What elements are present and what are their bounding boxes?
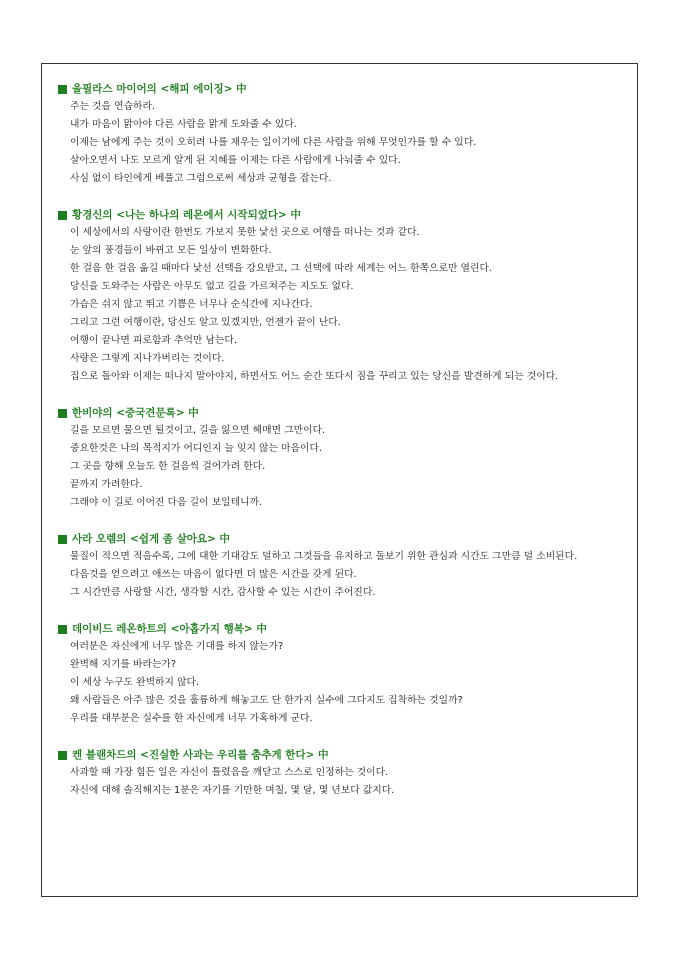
quote-line: 그 곳을 향해 오늘도 한 걸음씩 걸어가려 한다. <box>70 461 266 472</box>
quote-line: 여행이 끝나면 피로함과 추억만 남는다. <box>70 335 237 346</box>
section-heading <box>58 746 628 764</box>
square-bullet-icon <box>58 85 67 94</box>
quote-line: 집으로 돌아와 이제는 떠나지 말아야지, 하면서도 어느 순간 또다시 짐을 꾸리고 있는 당신을 발견하게 되는 것이다. <box>70 371 559 382</box>
quote-section <box>58 80 628 188</box>
quote-section <box>58 620 628 728</box>
square-bullet-icon <box>58 535 67 544</box>
quote-line: 다음것을 얻으려고 애쓰는 마음이 없다면 더 많은 시간을 갖게 된다. <box>70 569 357 580</box>
quote-line: 이제는 남에게 주는 것이 오히려 나를 채우는 일이기에 다른 사람을 위해 무엇인가를 할 수 있다. <box>70 137 477 148</box>
section-title-text: 황경신의 <나는 하나의 레몬에서 시작되었다> 中 <box>72 209 301 221</box>
quote-line: 자신에 대해 솔직해지는 1분은 자기를 기만한 며칠, 몇 달, 몇 년보다 값지다. <box>70 785 395 796</box>
section-title-text: 데이비드 레온하트의 <아홉가지 행복> 中 <box>72 623 267 635</box>
quote-line: 왜 사람들은 아주 많은 것을 훌륭하게 해놓고도 단 한가지 실수에 그다지도 집착하는 것일까? <box>70 695 463 706</box>
quote-line: 길을 모르면 물으면 될것이고, 길을 잃으면 헤매면 그만이다. <box>70 425 326 436</box>
square-bullet-icon <box>58 751 67 760</box>
quote-section <box>58 530 628 602</box>
section-title-text: 켄 블랜차드의 <진실한 사과는 우리를 춤추게 한다> 中 <box>72 749 329 761</box>
document-body <box>58 80 628 818</box>
section-heading <box>58 620 628 638</box>
quote-section <box>58 206 628 386</box>
quote-line: 완벽해 지기를 바라는가? <box>70 659 177 670</box>
square-bullet-icon <box>58 625 67 634</box>
quote-line: 그래야 이 길로 이어진 다음 길이 보일테니까. <box>70 497 263 508</box>
quote-line: 내가 마음이 맑아야 다른 사람을 맑게 도와줄 수 있다. <box>70 119 297 130</box>
section-title-text: 울필라스 마이어의 <해피 에이징> 中 <box>72 83 247 95</box>
quote-line: 사랑은 그렇게 지나가버리는 것이다. <box>70 353 225 364</box>
quote-line: 이 세상에서의 사랑이란 한번도 가보지 못한 낯선 곳으로 여행을 떠나는 것과 같다. <box>70 227 420 238</box>
quote-line: 그리고 그런 여행이란, 당신도 알고 있겠지만, 언젠가 끝이 난다. <box>70 317 341 328</box>
quote-line: 이 세상 누구도 완벽하지 않다. <box>70 677 200 688</box>
quote-section <box>58 404 628 512</box>
section-heading <box>58 206 628 224</box>
square-bullet-icon <box>58 211 67 220</box>
quote-line: 사과할 때 가장 힘든 일은 자신이 틀렸음을 깨닫고 스스로 인정하는 것이다. <box>70 767 389 778</box>
quote-line: 여러분은 자신에게 너무 많은 기대를 하지 않는가? <box>70 641 284 652</box>
quote-line: 당신을 도와주는 사람은 아무도 없고 길을 가르쳐주는 지도도 없다. <box>70 281 354 292</box>
section-heading <box>58 80 628 98</box>
quote-line: 가슴은 쉬지 않고 뛰고 기쁨은 너무나 순식간에 지나간다. <box>70 299 313 310</box>
quote-line: 물질이 적으면 적을수록, 그에 대한 기대감도 덜하고 그것들을 유지하고 돌보기 위한 관심과 시간도 그만큼 덜 소비된다. <box>70 551 578 562</box>
quote-line: 사심 없이 타인에게 베풀고 그럼으로써 세상과 균형을 잡는다. <box>70 173 332 184</box>
quote-line: 살아오면서 나도 모르게 알게 된 지혜를 이제는 다른 사람에게 나눠줄 수 있다. <box>70 155 401 166</box>
quote-section <box>58 746 628 800</box>
section-title-text: 한비야의 <중국견문록> 中 <box>72 407 199 419</box>
quote-line: 한 걸음 한 걸음 옮길 때마다 낯선 선택을 강요받고, 그 선택에 따라 세계는 어느 한쪽으로만 열린다. <box>70 263 493 274</box>
quote-line: 그 시간만큼 사랑할 시간, 생각할 시간, 감사할 수 있는 시간이 주어진다. <box>70 587 376 598</box>
quote-line: 주는 것을 연습하라. <box>70 101 156 112</box>
section-heading <box>58 404 628 422</box>
square-bullet-icon <box>58 409 67 418</box>
section-title-text: 사라 오렘의 <쉽게 좀 살아요> 中 <box>72 533 230 545</box>
section-heading <box>58 530 628 548</box>
quote-line: 우리를 대부분은 실수를 한 자신에게 너무 가혹하게 군다. <box>70 713 313 724</box>
quote-line: 눈 앞의 풍경들이 바뀌고 모든 일상이 변화한다. <box>70 245 272 256</box>
quote-line: 끝까지 가려한다. <box>70 479 143 490</box>
quote-line: 중요한것은 나의 목적지가 어디인지 늘 잊지 않는 마음이다. <box>70 443 323 454</box>
